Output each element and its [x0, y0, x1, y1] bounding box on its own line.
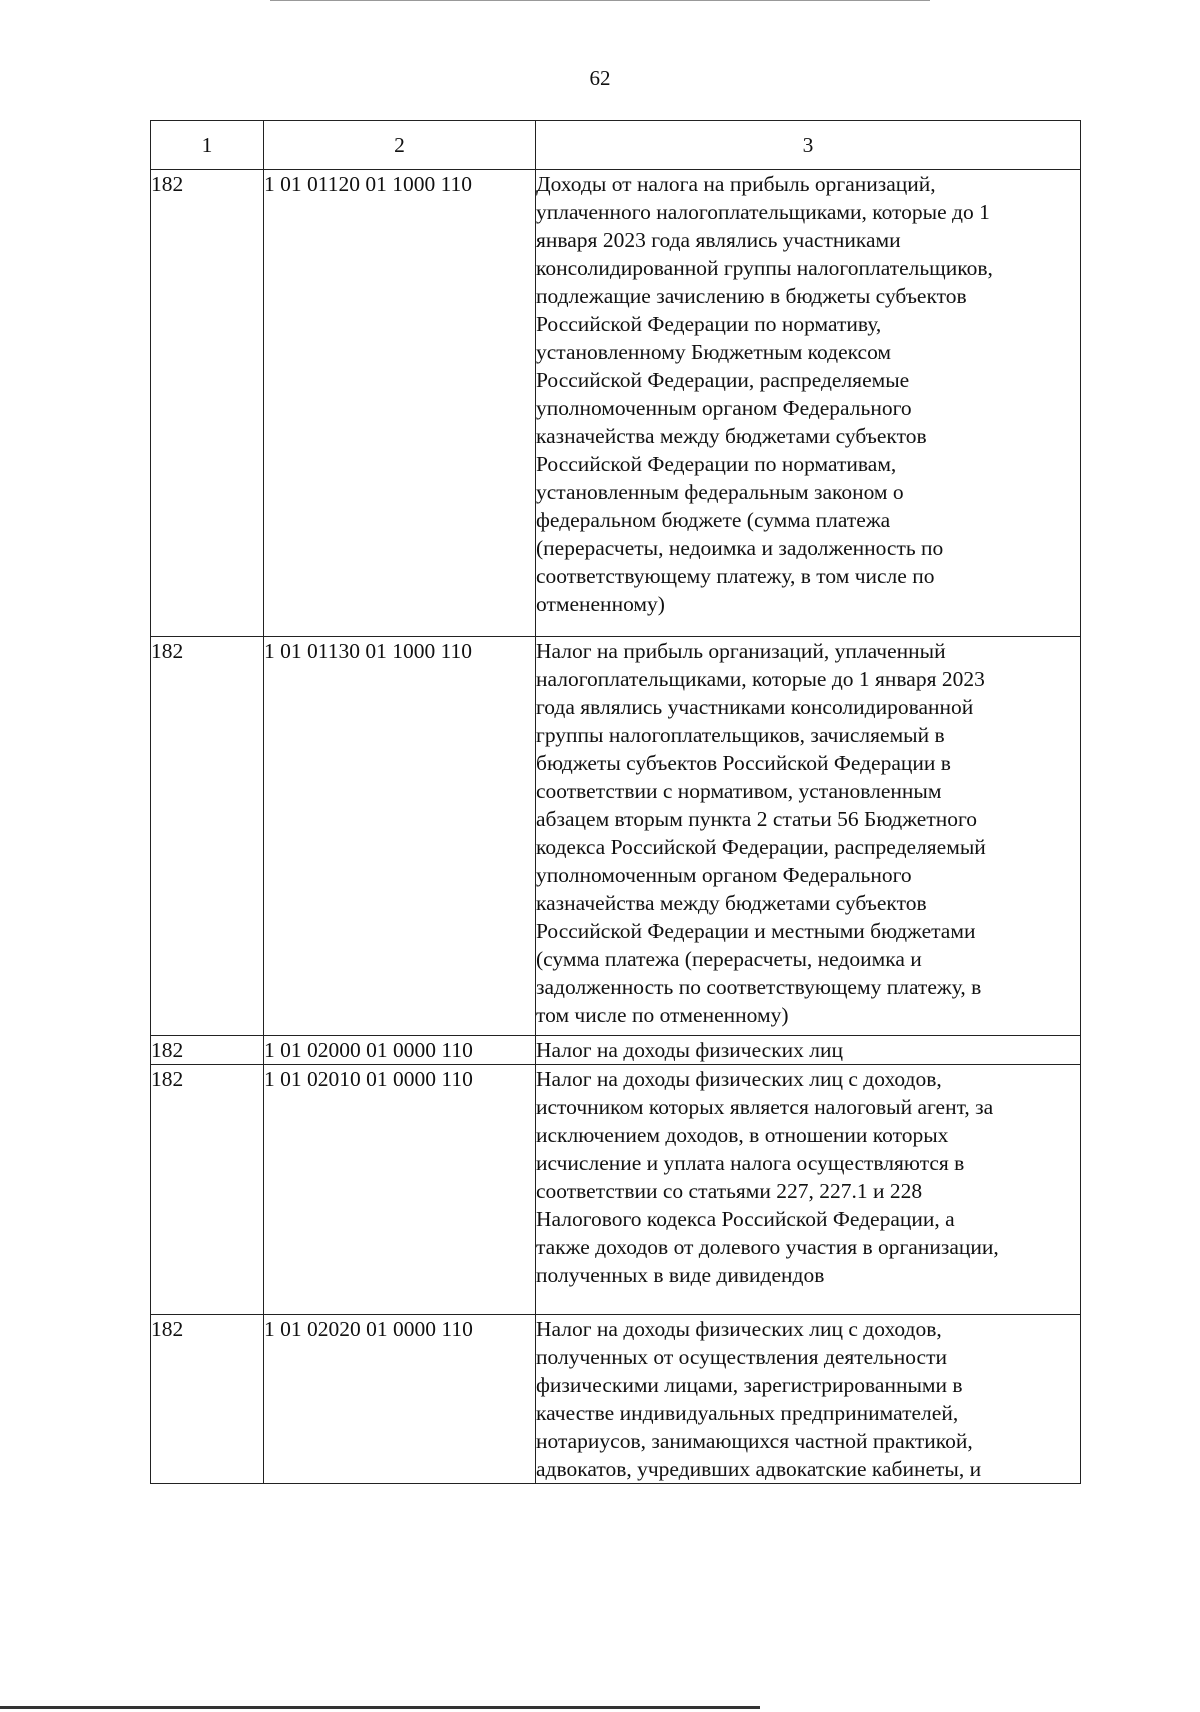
description-cell — [536, 1036, 1081, 1065]
description-line: федеральном бюджете (сумма платежа — [536, 508, 891, 532]
description-line: Российской Федерации и местными бюджетами — [536, 919, 976, 943]
admin-code-cell: 182 — [151, 637, 264, 1036]
description-line: отмененному) — [536, 592, 665, 616]
description-line: Налог на доходы физических лиц с доходов, — [536, 1317, 942, 1341]
description-line: казначейства между бюджетами субъектов — [536, 891, 927, 915]
budget-code-cell: 1 01 01130 01 1000 110 — [264, 637, 536, 1036]
description-line: казначейства между бюджетами субъектов — [536, 424, 927, 448]
description-cell — [536, 170, 1081, 637]
budget-code-cell: 1 01 01120 01 1000 110 — [264, 170, 536, 637]
description-line: соответствии со статьями 227, 227.1 и 228 — [536, 1179, 923, 1203]
header-col-2: 2 — [264, 121, 536, 170]
header-col-1: 1 — [151, 121, 264, 170]
header-col-3: 3 — [536, 121, 1081, 170]
admin-code-cell: 182 — [151, 1315, 264, 1484]
admin-code-cell: 182 — [151, 1065, 264, 1315]
description-line: года являлись участниками консолидированной — [536, 695, 974, 719]
description-line: группы налогоплательщиков, зачисляемый в — [536, 723, 945, 747]
description-line: налогоплательщиками, которые до 1 января 2023 — [536, 667, 985, 691]
description-line: исключением доходов, в отношении которых — [536, 1123, 949, 1147]
description-line: полученных в виде дивидендов — [536, 1263, 825, 1287]
description-line: уполномоченным органом Федерального — [536, 396, 912, 420]
description-line: физическими лицами, зарегистрированными в — [536, 1373, 963, 1397]
table-row — [151, 1315, 1081, 1484]
description-line: соответствии с нормативом, установленным — [536, 779, 942, 803]
budget-codes-table — [150, 120, 1081, 1484]
description-line: задолженность по соответствующему платежу, в — [536, 975, 982, 999]
description-line: источником которых является налоговый агент, за — [536, 1095, 994, 1119]
description-line: кодекса Российской Федерации, распределяемый — [536, 835, 986, 859]
table-row — [151, 1036, 1081, 1065]
table-row — [151, 1065, 1081, 1315]
description-line: Российской Федерации по нормативу, — [536, 312, 882, 336]
description-line: Налогового кодекса Российской Федерации, а — [536, 1207, 955, 1231]
page-number: 62 — [589, 66, 611, 90]
description-line: исчисление и уплата налога осуществляются в — [536, 1151, 965, 1175]
budget-code-cell: 1 01 02020 01 0000 110 — [264, 1315, 536, 1484]
description-cell — [536, 1315, 1081, 1484]
description-line: установленным федеральным законом о — [536, 480, 904, 504]
description-line: консолидированной группы налогоплательщиков, — [536, 256, 993, 280]
description-line: соответствующему платежу, в том числе по — [536, 564, 935, 588]
bottom-edge-line — [0, 1706, 760, 1709]
description-line: полученных от осуществления деятельности — [536, 1345, 947, 1369]
description-line: Налог на доходы физических лиц — [536, 1038, 844, 1062]
budget-code-cell: 1 01 02010 01 0000 110 — [264, 1065, 536, 1315]
description-line: уплаченного налогоплательщиками, которые до 1 — [536, 200, 990, 224]
description-line: Российской Федерации по нормативам, — [536, 452, 897, 476]
budget-code-cell: 1 01 02000 01 0000 110 — [264, 1036, 536, 1065]
description-line: нотариусов, занимающихся частной практикой, — [536, 1429, 973, 1453]
description-line: качестве индивидуальных предпринимателей, — [536, 1401, 959, 1425]
description-line: бюджеты субъектов Российской Федерации в — [536, 751, 951, 775]
table-row — [151, 637, 1081, 1036]
description-line: установленному Бюджетным кодексом — [536, 340, 892, 364]
description-line: Налог на доходы физических лиц с доходов, — [536, 1067, 942, 1091]
description-line: Российской Федерации, распределяемые — [536, 368, 910, 392]
top-edge-line — [270, 0, 930, 1]
description-line: адвокатов, учредивших адвокатские кабинеты, и — [536, 1457, 982, 1481]
description-line: Доходы от налога на прибыль организаций, — [536, 172, 936, 196]
description-line: подлежащие зачислению в бюджеты субъектов — [536, 284, 967, 308]
table-header-row — [151, 121, 1081, 170]
description-line: (перерасчеты, недоимка и задолженность по — [536, 536, 944, 560]
description-line: уполномоченным органом Федерального — [536, 863, 912, 887]
description-line: абзацем вторым пункта 2 статьи 56 Бюджетного — [536, 807, 978, 831]
description-line: (сумма платежа (перерасчеты, недоимка и — [536, 947, 922, 971]
description-line: Налог на прибыль организаций, уплаченный — [536, 639, 946, 663]
description-cell — [536, 637, 1081, 1036]
admin-code-cell: 182 — [151, 1036, 264, 1065]
admin-code-cell: 182 — [151, 170, 264, 637]
table-row — [151, 170, 1081, 637]
description-line: января 2023 года являлись участниками — [536, 228, 901, 252]
description-line: том числе по отмененному) — [536, 1003, 789, 1027]
description-cell — [536, 1065, 1081, 1315]
description-line: также доходов от долевого участия в организации, — [536, 1235, 999, 1259]
